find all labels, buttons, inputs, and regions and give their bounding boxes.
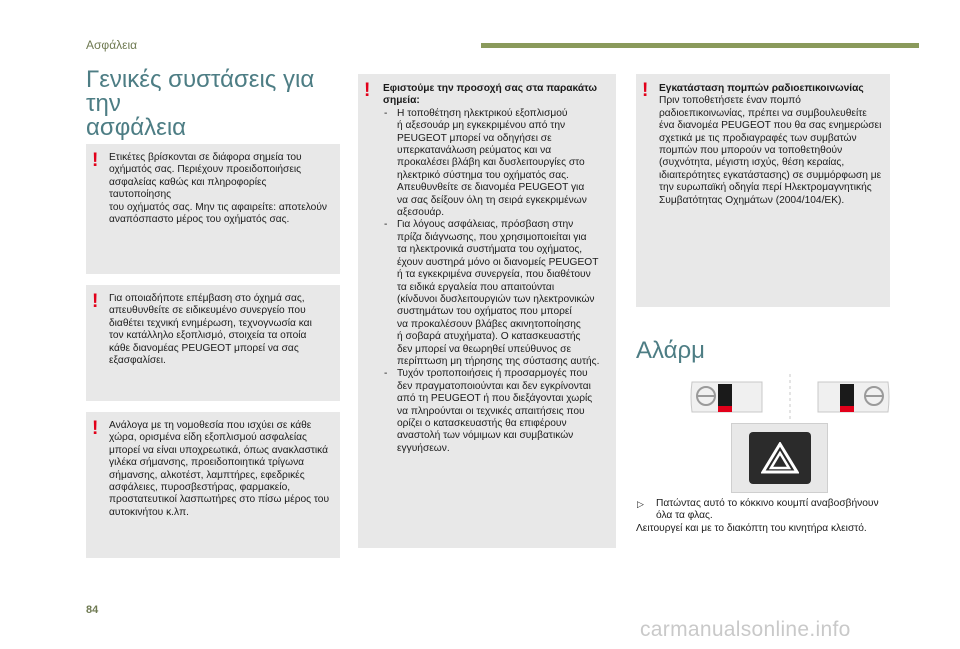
dashboard-left [691, 382, 762, 412]
warning-box-labels [86, 144, 340, 274]
warning-exclamation-icon: ! [92, 150, 99, 171]
warning-exclamation-icon: ! [92, 418, 99, 439]
watermark: carmanualsonline.info [640, 618, 851, 641]
warning-list [383, 108, 608, 455]
warning-exclamation-icon: ! [364, 80, 371, 101]
warning-text: Ανάλογα με τη νομοθεσία που ισχύει σε κάθε χώρα, ορισμένα είδη εξοπλισμού ασφαλείας μπορεί να είναι υποχρεωτικά, όπως ανακλαστικά γιλέκα σήμανσης, προειδοποιητικά τρίγωνα σήμανσης, αλκοτέστ, λαμπτήρες, εφεδρικές ασφάλειες, πυροσβεστήρας, φαρμακείο, προστατευτικοί λασπωτήρες στο πίσω μέρος του αυτοκινήτου κ.λπ. [109, 420, 330, 518]
list-item: - Για λόγους ασφάλειας, πρόσβαση στην πρίζα διάγνωσης, που χρησιμοποιείται για τα ηλεκτρονικά συστήματα του οχήματος, έχουν αυστηρά μόνο οι διανομείς PEUGEOT ή τα εγκεκριμένα συνεργεία, που διαθέτουν τα ειδικά εργαλεία που απαιτούνται (κίνδυνοι δυσλειτουργιών των ηλεκτρονικών συστημάτων του οχήματος που μπορεί να προκαλέσουν βλάβες ακινητοποίησης ή σοβαρά ατυχήματα). Ο κατασκευαστής δεν μπορεί να θεωρηθεί υπεύθυνος σε περίπτωση μη τήρησης της σύστασης αυτής. [383, 219, 608, 368]
alarm-section-title: Αλάρμ [636, 337, 705, 364]
page-title-line-2: ασφάλεια [86, 114, 187, 141]
dashboard-illustration [690, 372, 890, 422]
warning-text: Για οποιαδήποτε επέμβαση στο όχημά σας, απευθυνθείτε σε ειδικευμένο συνεργείο που διαθέτει τεχνική ενημέρωση, τεχνογνωσία και τον κατάλληλο εξοπλισμό, στοιχεία τα οποία κάθε διανομέας PEUGEOT μπορεί να σας εξασφαλίσει. [109, 293, 312, 367]
hazard-button[interactable] [749, 432, 811, 484]
page-title [86, 68, 346, 140]
alarm-instructions [636, 498, 906, 535]
list-item: - Η τοποθέτηση ηλεκτρικού εξοπλισμού ή αξεσουάρ μη εγκεκριμένου από την PEUGEOT μπορεί να οδηγήσει σε υπερκατανάλωση ρεύματος και να προκαλέσει βλάβη και δυσλειτουργίες στο ηλεκτρικό σύστημα του οχήματός σας. Απευθυνθείτε σε διανομέα PEUGEOT για να σας δείξουν όλη τη σειρά εγκεκριμένων αξεσουάρ. [383, 108, 608, 220]
page-number: 84 [86, 604, 99, 616]
header-rule [481, 43, 919, 48]
warning-exclamation-icon: ! [92, 291, 99, 312]
warning-box-equipment [86, 412, 340, 558]
warning-heading: Εφιστούμε την προσοχή σας στα παρακάτω σημεία: [383, 83, 598, 107]
warning-box-radio [636, 74, 890, 307]
hazard-button-panel [731, 423, 828, 493]
warning-text: Ετικέτες βρίσκονται σε διάφορα σημεία του οχήματός σας. Περιέχουν προειδοποιήσεις ασφαλείας καθώς και πληροφορίες ταυτοποίησης του οχήματός σας. Μην τις αφαιρείτε: αποτελούν αναπόσπαστο μέρος του οχήματός σας. [109, 152, 328, 226]
list-item: - Τυχόν τροποποιήσεις ή προσαρμογές που δεν πραγματοποιούνται και δεν εγκρίνονται από τη PEUGEOT ή που διεξάγονται χωρίς να πληρούνται οι τεχνικές απαιτήσεις που ορίζει ο κατασκευαστής θα επιφέρουν αναστολή των νόμιμων και συμβατικών εγγυήσεων. [383, 368, 608, 455]
section-label: Ασφάλεια [86, 38, 138, 52]
bullet-triangle-icon: ▷ [637, 499, 644, 509]
warning-text: Πριν τοποθετήσετε έναν πομπό ραδιοεπικοινωνίας, πρέπει να συμβουλευθείτε ένα διανομέα PEUGEOT που θα σας ενημερώσει σχετικά με τις προδιαγραφές των συμβατών πομπών που μπορούν να τοποθετηθούν (συχνότητα, μέγιστη ισχύς, θέση κεραίας, ιδιαιτερότητες εγκατάστασης) σε συμμόρφωση με την ευρωπαϊκή οδηγία περί Ηλεκτρομαγνητικής Συμβατότητας Οχημάτων (2004/104/ΕΚ). [659, 95, 882, 206]
warning-box-service [86, 285, 340, 401]
dashboard-right [818, 382, 889, 412]
instruction-item: ▷ Πατώντας αυτό το κόκκινο κουμπί αναβοσβήνουν όλα τα φλας. [637, 498, 879, 522]
hazard-triangle-icon [761, 442, 799, 474]
warning-box-attention [358, 74, 616, 548]
alarm-note: Λειτουργεί και με το διακόπτη του κινητήρα κλειστό. [636, 522, 867, 534]
warning-heading: Εγκατάσταση πομπών ραδιοεπικοινωνίας [659, 83, 864, 94]
warning-exclamation-icon: ! [642, 80, 649, 101]
page-title-line-1: Γενικές συστάσεις για την [86, 66, 315, 117]
